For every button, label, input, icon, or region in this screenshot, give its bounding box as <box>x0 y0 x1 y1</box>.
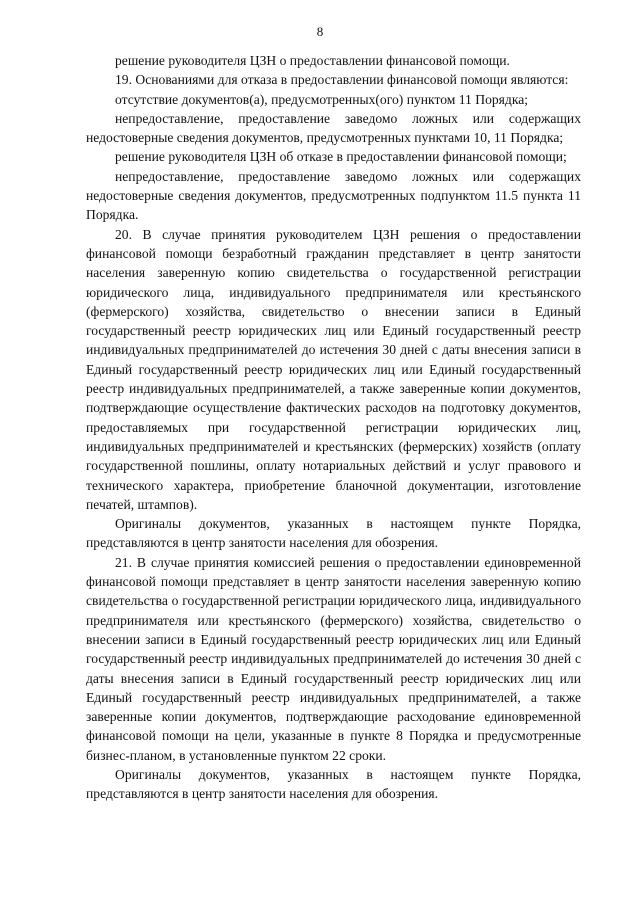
paragraph-19: 19. Основаниями для отказа в предоставлении финансовой помощи являются: <box>115 72 569 88</box>
paragraph-19-item-1: отсутствие документов(а), предусмотренных(ого) пунктом 11 Порядка; <box>115 91 529 107</box>
document-body <box>86 51 581 804</box>
paragraph-21-originals: Оригиналы документов, указанных в настоящем пункте Порядка, представляются в центр занятости населения для обозрения. <box>86 766 581 802</box>
paragraph-decision: решение руководителя ЦЗН о предоставлении финансовой помощи. <box>115 53 510 68</box>
paragraph-20-originals: Оригиналы документов, указанных в настоящем пункте Порядка, представляются в центр занятости населения для обозрения. <box>86 516 581 551</box>
paragraph-19-item-3: решение руководителя ЦЗН об отказе в предоставлении финансовой помощи; <box>115 149 567 165</box>
paragraph-21: 21. В случае принятия комиссией решения о предоставлении единовременной финансовой помощи представляет в центр занятости населения заверенную копию свидетельства о государственной регистрации юридического лица, индивидуального предпринимателя или крестьянского (фермерского) хозяйства, свидетельство о внесении записи в Единый государственный реестр юридических лиц или Единый государственный реестр индивидуальных предпринимателей до истечения 30 дней с даты внесения записи в Единый государственный реестр юридических лиц или Единый государственный реестр индивидуальных предпринимателей, а также заверенные копии документов, подтверждающие расходование единовременной финансовой помощи на цели, указанные в пункте 8 Порядка и предусмотренные бизнес-планом, в установленные пунктом 22 сроки. <box>86 554 581 763</box>
page-number: 8 <box>316 24 324 39</box>
paragraph-19-item-2: непредоставление, предоставление заведомо ложных или содержащих недостоверные сведения документов, предусмотренных пунктами 10, 11 Порядка; <box>86 110 581 146</box>
paragraph-19-item-4: непредоставление, предоставление заведомо ложных или содержащих недостоверные сведения документов, предусмотренных подпунктом 11.5 пункта 11 Порядка. <box>86 168 581 223</box>
paragraph-20: 20. В случае принятия руководителем ЦЗН решения о предоставлении финансовой помощи безработный гражданин представляет в центр занятости населения заверенную копию свидетельства о государственной регистрации юридического лица, индивидуального предпринимателя или крестьянского (фермерского) хозяйства, свидетельство о внесении записи в Единый государственный реестр юридических лиц или Единый государственный реестр индивидуальных предпринимателей до истечения 30 дней с даты внесения записи в Единый государственный реестр юридических лиц или Единый государственный реестр индивидуальных предпринимателей, а также заверенные копии документов, подтверждающие осуществление фактических расходов на подготовку документов, предоставляемых при государственной регистрации юридических лиц, индивидуальных предпринимателей и крестьянских (фермерских) хозяйств (оплату государственной пошлины, оплату нотариальных действий и услуг правового и технического характера, приобретение бланочной документации, изготовление печатей, штампов). <box>86 226 581 512</box>
